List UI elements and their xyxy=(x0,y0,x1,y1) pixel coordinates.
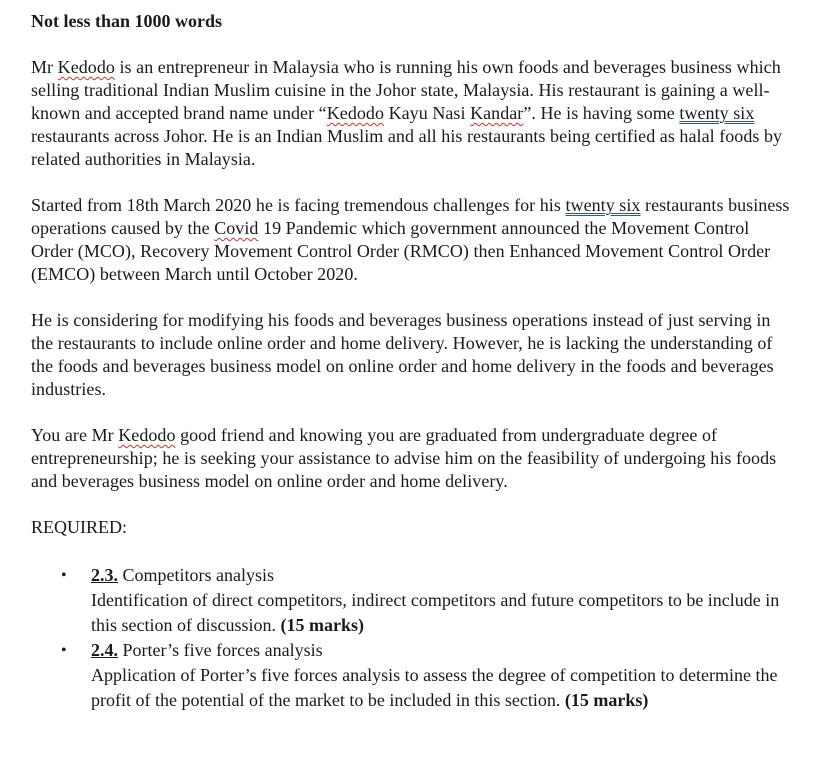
text-run: restaurants across Johor. He is an Indian Muslim and all his restaurants being certified as halal foods by related authorities in Malaysia. xyxy=(31,126,783,169)
spelling-flag: Covid xyxy=(214,218,259,238)
requirement-item xyxy=(31,638,791,713)
case-paragraph-online: He is considering for modifying his foods and beverages business operations instead of just serving in the restaurants to include online order and home delivery. However, he is lacking the understanding of the foods and beverages business model on online order and home delivery in the foods and beverages industries. xyxy=(31,310,774,399)
grammar-flag: twenty six xyxy=(565,195,641,215)
requirement-title-line xyxy=(91,563,791,588)
grammar-flag: twenty six xyxy=(679,103,755,123)
text-run: is an entrepreneur in Malaysia who is running his own foods and beverages business which selling traditional Indian Muslim cuisine in the Johor state, Malaysia. His restaurant is gaining a well-known and accepted brand name under “ xyxy=(31,57,781,123)
bullet-icon: • xyxy=(61,642,67,659)
word-count-heading: Not less than 1000 words xyxy=(31,11,223,31)
requirement-item xyxy=(31,563,791,638)
requirement-body xyxy=(91,588,791,638)
requirement-title: Porter’s five forces analysis xyxy=(118,640,323,660)
requirement-description: Application of Porter’s five forces analysis to assess the degree of competition to determine the profit of the potential of the market to be included in this section. xyxy=(91,665,778,710)
required-label: REQUIRED: xyxy=(31,517,127,537)
text-run: good friend and knowing you are graduated from undergraduate degree of entrepreneurship; he is seeking your assistance to advise him on the feasibility of undergoing his foods and beverages business model on online order and home delivery. xyxy=(31,425,777,491)
text-run: 19 Pandemic which government announced the Movement Control Order (MCO), Recovery Movement Control Order (RMCO) then Enhanced Movement Control Order (EMCO) between March until October 2020. xyxy=(31,218,771,284)
spelling-flag: Kandar xyxy=(470,103,524,123)
spelling-flag: Kedodo xyxy=(57,57,115,77)
case-paragraph-challenges xyxy=(31,194,791,286)
case-paragraph-intro xyxy=(31,56,791,171)
document-page xyxy=(31,10,791,713)
requirement-marks: (15 marks) xyxy=(564,690,649,710)
text-run: Started from 18th March 2020 he is facing tremendous challenges for his xyxy=(31,195,566,215)
case-paragraph-assistance xyxy=(31,424,791,493)
spelling-flag: Kedodo xyxy=(326,103,385,123)
text-run: ”. He is having some xyxy=(523,103,680,123)
text-run: restaurants business operations caused by the xyxy=(31,195,790,238)
text-run: Kayu Nasi xyxy=(384,103,471,123)
spelling-flag: Kedodo xyxy=(118,425,176,445)
text-run: You are Mr xyxy=(31,425,119,445)
requirement-description: Identification of direct competitors, indirect competitors and future competitors to be include in this section of discussion. xyxy=(91,590,780,635)
bullet-icon: • xyxy=(61,567,67,584)
requirement-title: Competitors analysis xyxy=(118,565,274,585)
requirement-marks: (15 marks) xyxy=(280,615,364,635)
requirement-body xyxy=(91,663,791,713)
requirement-number: 2.4. xyxy=(91,640,118,660)
requirement-title-line xyxy=(91,638,791,663)
requirement-number: 2.3. xyxy=(91,565,118,585)
text-run: Mr xyxy=(31,57,58,77)
requirements-list xyxy=(31,563,791,713)
